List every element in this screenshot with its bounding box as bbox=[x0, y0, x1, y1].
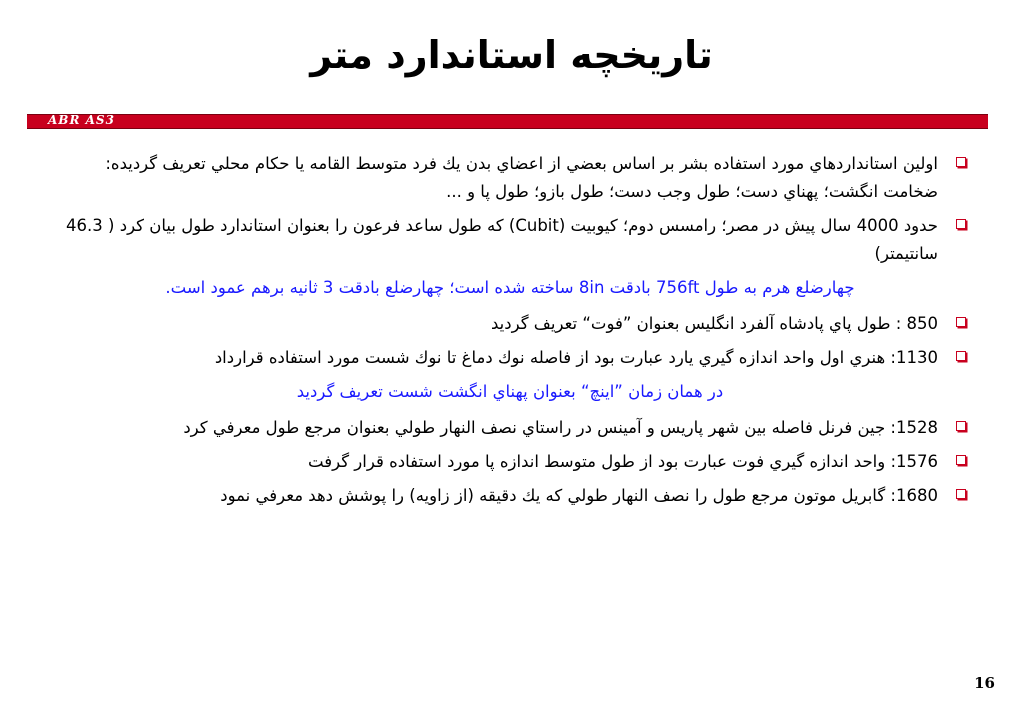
square-bullet-icon bbox=[956, 157, 966, 167]
list-item-text: 1528: جين فرنل فاصله بين شهر پاريس و آمينس در راستاي نصف النهار طولي بعنوان مرجع طول معرفي كرد bbox=[183, 418, 938, 437]
logo-text: ABR AS3 bbox=[48, 113, 115, 127]
list-item-text: 1576: واحد اندازه گيري فوت عبارت بود از طول متوسط اندازه پا مورد استفاده قرار گرفت bbox=[308, 452, 938, 471]
list-item-text: اولين استانداردهاي مورد استفاده بشر بر اساس بعضي از اعضاي بدن يك فرد متوسط القامه يا حكام محلي تعريف گرديده: ضخامت انگشت؛ پهناي دست؛ طول وجب دست؛ طول بازو؛ طول پا و ... bbox=[105, 154, 938, 201]
square-bullet-icon bbox=[956, 219, 966, 229]
list-item bbox=[50, 414, 970, 442]
square-bullet-icon bbox=[956, 455, 966, 465]
list-item-text: حدود 4000 سال پيش در مصر؛ رامسس دوم؛ كيوبيت (Cubit) كه طول ساعد فرعون را بعنوان استاندارد طول بيان كرد ( 46.3 سانتيمتر) bbox=[66, 216, 938, 263]
square-bullet-icon bbox=[956, 317, 966, 327]
square-bullet-icon bbox=[956, 489, 966, 499]
note-text: در همان زمان ”اينچ“ بعنوان پهناي انگشت شست تعريف گرديد bbox=[296, 382, 724, 401]
slide-content bbox=[50, 150, 970, 516]
square-bullet-icon bbox=[956, 421, 966, 431]
header-bar bbox=[27, 114, 988, 129]
list-item bbox=[50, 150, 970, 206]
note-text: چهارضلع هرم به طول 756ft بادقت 8in ساخته شده است؛ چهارضلع بادقت 3 ثانيه برهم عمود است. bbox=[165, 278, 855, 297]
page-number: 16 bbox=[974, 674, 995, 692]
list-item-text: 1680: گابريل موتون مرجع طول را نصف النهار طولي كه يك دقيقه (از زاويه) را پوشش دهد معرفي نمود bbox=[220, 486, 938, 505]
square-bullet-icon bbox=[956, 351, 966, 361]
list-item bbox=[50, 344, 970, 372]
slide-title: تاريخچه استاندارد متر bbox=[310, 33, 713, 77]
list-item bbox=[50, 482, 970, 510]
list-item bbox=[50, 212, 970, 268]
list-item-text: 850 : طول پاي پادشاه آلفرد انگليس بعنوان ”فوت“ تعريف گرديد bbox=[490, 314, 938, 333]
list-item-text: 1130: هنري اول واحد اندازه گيري يارد عبارت بود از فاصله نوك دماغ تا نوك شست مورد استفاده قرارداد bbox=[214, 348, 938, 367]
list-item bbox=[50, 448, 970, 476]
list-item bbox=[50, 310, 970, 338]
